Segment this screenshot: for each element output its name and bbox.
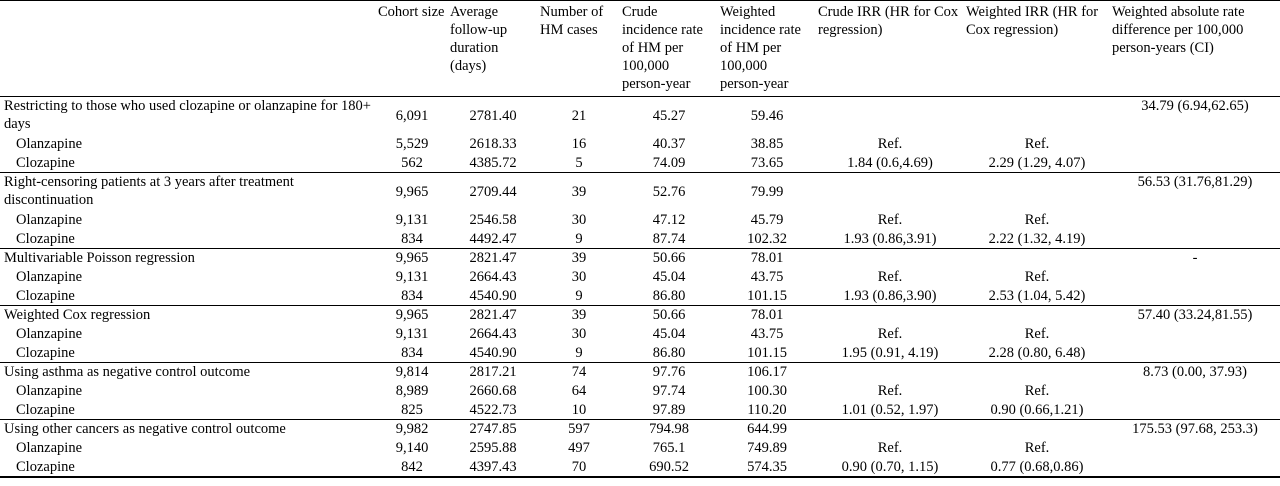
table-row <box>0 458 1280 477</box>
crude-irr-cell: 1.95 (0.91, 4.19) <box>841 344 939 361</box>
header-row <box>0 1 1280 97</box>
hm-cases-cell: 497 <box>568 439 590 456</box>
hm-cases-cell: 10 <box>571 401 587 418</box>
drug-label: Clozapine <box>16 230 75 247</box>
crude-rate-cell: 690.52 <box>620 458 718 477</box>
crude-rate-cell: 74.09 <box>652 154 686 171</box>
crude-rate-cell: 97.89 <box>652 401 686 418</box>
table-row <box>0 97 1280 135</box>
weighted-irr-cell <box>964 306 1110 325</box>
weighted-irr-cell <box>964 249 1110 268</box>
crude-rate-cell: 86.80 <box>652 287 686 304</box>
followup-cell: 4540.90 <box>469 287 517 304</box>
crude-irr-cell: 1.84 (0.6,4.69) <box>847 154 933 171</box>
drug-label: Olanzapine <box>16 268 83 285</box>
hm-cases-cell: 39 <box>538 173 620 211</box>
table-row <box>0 420 1280 439</box>
weighted-irr-cell: 2.28 (0.80, 6.48) <box>988 344 1086 361</box>
header-blank <box>0 1 376 97</box>
crude-rate-cell: 45.04 <box>652 268 686 285</box>
table-row <box>0 325 1280 344</box>
rate-difference-cell <box>1110 211 1280 230</box>
header-crude-irr: Crude IRR (HR for Cox regression) <box>816 1 964 97</box>
crude-rate-cell: 794.98 <box>620 420 718 439</box>
followup-cell: 2546.58 <box>469 211 517 228</box>
crude-irr-cell <box>816 173 964 211</box>
rate-difference-cell <box>1110 458 1280 477</box>
table-row <box>0 211 1280 230</box>
crude-rate-cell: 45.04 <box>652 325 686 342</box>
crude-irr-cell: Ref. <box>877 268 903 285</box>
followup-cell: 2709.44 <box>448 173 538 211</box>
drug-label: Clozapine <box>0 458 376 477</box>
crude-irr-cell: Ref. <box>877 211 903 228</box>
weighted-irr-cell: 2.53 (1.04, 5.42) <box>988 287 1086 304</box>
header-cohort-size: Cohort size <box>376 1 448 97</box>
rate-difference-cell: - <box>1110 249 1280 268</box>
weighted-irr-cell <box>964 173 1110 211</box>
crude-rate-cell: 50.66 <box>620 249 718 268</box>
hm-cases-cell: 30 <box>571 211 587 228</box>
followup-cell: 2781.40 <box>448 97 538 135</box>
drug-label: Olanzapine <box>16 382 83 399</box>
weighted-rate-cell: 78.01 <box>718 306 816 325</box>
crude-rate-cell: 40.37 <box>652 135 686 152</box>
rate-difference-cell <box>1110 154 1280 173</box>
table-body <box>0 97 1280 477</box>
crude-irr-cell <box>816 97 964 135</box>
followup-cell: 4522.73 <box>469 401 517 418</box>
rate-difference-cell <box>1110 135 1280 154</box>
hm-cases-cell: 39 <box>538 306 620 325</box>
followup-cell: 4492.47 <box>469 230 517 247</box>
rate-difference-cell: 34.79 (6.94,62.65) <box>1110 97 1280 135</box>
weighted-rate-cell: 574.35 <box>718 458 816 477</box>
crude-rate-cell: 97.76 <box>620 363 718 382</box>
drug-label: Clozapine <box>16 344 75 361</box>
weighted-rate-cell: 43.75 <box>750 268 784 285</box>
weighted-irr-cell: 2.22 (1.32, 4.19) <box>988 230 1086 247</box>
cohort-size-cell: 9,131 <box>395 268 429 285</box>
cohort-size-cell: 9,982 <box>376 420 448 439</box>
cohort-size-cell: 9,131 <box>395 211 429 228</box>
weighted-irr-cell: 0.77 (0.68,0.86) <box>964 458 1110 477</box>
weighted-irr-cell: 0.90 (0.66,1.21) <box>990 401 1084 418</box>
hm-cases-cell: 74 <box>538 363 620 382</box>
table-row <box>0 439 1280 458</box>
analysis-label: Using asthma as negative control outcome <box>0 363 376 382</box>
table-row <box>0 382 1280 401</box>
table-row <box>0 287 1280 306</box>
analysis-label: Restricting to those who used clozapine or olanzapine for 180+ days <box>0 97 376 135</box>
crude-irr-cell: 1.01 (0.52, 1.97) <box>841 401 939 418</box>
crude-rate-cell: 765.1 <box>652 439 686 456</box>
hm-cases-cell: 39 <box>538 249 620 268</box>
drug-label: Clozapine <box>16 154 75 171</box>
cohort-size-cell: 9,131 <box>395 325 429 342</box>
weighted-irr-cell: Ref. <box>1024 382 1050 399</box>
rate-difference-cell <box>1110 382 1280 401</box>
crude-rate-cell: 87.74 <box>652 230 686 247</box>
weighted-rate-cell: 101.15 <box>747 287 787 304</box>
table-row <box>0 268 1280 287</box>
weighted-rate-cell: 106.17 <box>718 363 816 382</box>
cohort-size-cell: 9,965 <box>376 173 448 211</box>
weighted-irr-cell <box>964 97 1110 135</box>
cohort-size-cell: 834 <box>401 230 423 247</box>
followup-cell: 2664.43 <box>469 268 517 285</box>
crude-irr-cell: Ref. <box>877 439 903 456</box>
crude-irr-cell: Ref. <box>877 325 903 342</box>
cohort-size-cell: 9,965 <box>376 306 448 325</box>
hm-cases-cell: 21 <box>538 97 620 135</box>
analysis-label: Multivariable Poisson regression <box>0 249 376 268</box>
cohort-size-cell: 8,989 <box>395 382 429 399</box>
weighted-irr-cell: 2.29 (1.29, 4.07) <box>988 154 1086 171</box>
cohort-size-cell: 9,965 <box>376 249 448 268</box>
followup-cell: 2821.47 <box>448 306 538 325</box>
table-row <box>0 173 1280 211</box>
table-row <box>0 363 1280 382</box>
crude-rate-cell: 52.76 <box>620 173 718 211</box>
hm-cases-cell: 597 <box>538 420 620 439</box>
followup-cell: 4385.72 <box>469 154 517 171</box>
crude-irr-cell: Ref. <box>877 135 903 152</box>
hm-cases-cell: 9 <box>575 230 583 247</box>
drug-label: Olanzapine <box>16 439 83 456</box>
header-followup: Average follow-up duration (days) <box>448 1 538 97</box>
followup-cell: 2618.33 <box>469 135 517 152</box>
drug-label: Clozapine <box>16 287 75 304</box>
rate-difference-cell: 175.53 (97.68, 253.3) <box>1110 420 1280 439</box>
crude-rate-cell: 50.66 <box>620 306 718 325</box>
crude-irr-cell <box>816 420 964 439</box>
table-row <box>0 249 1280 268</box>
followup-cell: 2817.21 <box>448 363 538 382</box>
followup-cell: 4540.90 <box>469 344 517 361</box>
rate-difference-cell <box>1110 230 1280 249</box>
crude-irr-cell <box>816 249 964 268</box>
weighted-rate-cell: 101.15 <box>747 344 787 361</box>
hm-cases-cell: 64 <box>571 382 587 399</box>
table-row <box>0 344 1280 363</box>
drug-label: Olanzapine <box>16 325 83 342</box>
rate-difference-cell <box>1110 325 1280 344</box>
hm-cases-cell: 9 <box>575 344 583 361</box>
weighted-rate-cell: 644.99 <box>718 420 816 439</box>
table-row <box>0 306 1280 325</box>
hm-cases-cell: 16 <box>571 135 587 152</box>
drug-label: Olanzapine <box>16 135 83 152</box>
crude-rate-cell: 47.12 <box>652 211 686 228</box>
weighted-rate-cell: 110.20 <box>747 401 787 418</box>
weighted-irr-cell <box>964 363 1110 382</box>
weighted-irr-cell: Ref. <box>1024 211 1050 228</box>
hm-cases-cell: 5 <box>575 154 583 171</box>
cohort-size-cell: 9,814 <box>376 363 448 382</box>
crude-irr-cell: 0.90 (0.70, 1.15) <box>816 458 964 477</box>
analysis-label: Weighted Cox regression <box>0 306 376 325</box>
weighted-rate-cell: 38.85 <box>750 135 784 152</box>
drug-label: Olanzapine <box>16 211 83 228</box>
crude-irr-cell: 1.93 (0.86,3.91) <box>843 230 937 247</box>
hm-cases-cell: 30 <box>571 325 587 342</box>
header-rate-difference: Weighted absolute rate difference per 100,000 person-years (CI) <box>1110 1 1280 97</box>
weighted-irr-cell: Ref. <box>1024 135 1050 152</box>
weighted-rate-cell: 73.65 <box>750 154 784 171</box>
crude-rate-cell: 86.80 <box>652 344 686 361</box>
header-weighted-rate: Weighted incidence rate of HM per 100,000 person-year <box>718 1 816 97</box>
weighted-rate-cell: 79.99 <box>718 173 816 211</box>
analysis-label: Right-censoring patients at 3 years after treatment discontinuation <box>0 173 376 211</box>
cohort-size-cell: 9,140 <box>395 439 429 456</box>
table-row <box>0 135 1280 154</box>
followup-cell: 2595.88 <box>469 439 517 456</box>
weighted-rate-cell: 749.89 <box>747 439 787 456</box>
analysis-label: Using other cancers as negative control outcome <box>0 420 376 439</box>
cohort-size-cell: 834 <box>401 344 423 361</box>
header-weighted-irr: Weighted IRR (HR for Cox regression) <box>964 1 1110 97</box>
cohort-size-cell: 6,091 <box>376 97 448 135</box>
rate-difference-cell: 57.40 (33.24,81.55) <box>1110 306 1280 325</box>
followup-cell: 2660.68 <box>469 382 517 399</box>
crude-rate-cell: 97.74 <box>652 382 686 399</box>
drug-label: Clozapine <box>16 401 75 418</box>
table-row <box>0 401 1280 420</box>
cohort-size-cell: 825 <box>401 401 423 418</box>
followup-cell: 2664.43 <box>469 325 517 342</box>
rate-difference-cell <box>1110 268 1280 287</box>
weighted-rate-cell: 100.30 <box>747 382 787 399</box>
cohort-size-cell: 5,529 <box>395 135 429 152</box>
crude-rate-cell: 45.27 <box>620 97 718 135</box>
cohort-size-cell: 562 <box>401 154 423 171</box>
rate-difference-cell: 8.73 (0.00, 37.93) <box>1110 363 1280 382</box>
rate-difference-cell <box>1110 287 1280 306</box>
cohort-size-cell: 834 <box>401 287 423 304</box>
weighted-rate-cell: 43.75 <box>750 325 784 342</box>
weighted-irr-cell: Ref. <box>1024 439 1050 456</box>
crude-irr-cell <box>816 363 964 382</box>
hm-cases-cell: 70 <box>538 458 620 477</box>
weighted-rate-cell: 59.46 <box>718 97 816 135</box>
header-hm-cases: Number of HM cases <box>538 1 620 97</box>
followup-cell: 2747.85 <box>448 420 538 439</box>
weighted-rate-cell: 78.01 <box>718 249 816 268</box>
cohort-size-cell: 842 <box>376 458 448 477</box>
weighted-irr-cell <box>964 420 1110 439</box>
hm-cases-cell: 9 <box>575 287 583 304</box>
followup-cell: 4397.43 <box>448 458 538 477</box>
crude-irr-cell <box>816 306 964 325</box>
weighted-irr-cell: Ref. <box>1024 325 1050 342</box>
table-row <box>0 230 1280 249</box>
weighted-rate-cell: 45.79 <box>750 211 784 228</box>
weighted-rate-cell: 102.32 <box>747 230 787 247</box>
header-crude-rate: Crude incidence rate of HM per 100,000 person-year <box>620 1 718 97</box>
table-row <box>0 154 1280 173</box>
followup-cell: 2821.47 <box>448 249 538 268</box>
rate-difference-cell <box>1110 344 1280 363</box>
crude-irr-cell: 1.93 (0.86,3.90) <box>843 287 937 304</box>
hm-cases-cell: 30 <box>571 268 587 285</box>
crude-irr-cell: Ref. <box>877 382 903 399</box>
rate-difference-cell <box>1110 401 1280 420</box>
weighted-irr-cell: Ref. <box>1024 268 1050 285</box>
rate-difference-cell <box>1110 439 1280 458</box>
rate-difference-cell: 56.53 (31.76,81.29) <box>1110 173 1280 211</box>
